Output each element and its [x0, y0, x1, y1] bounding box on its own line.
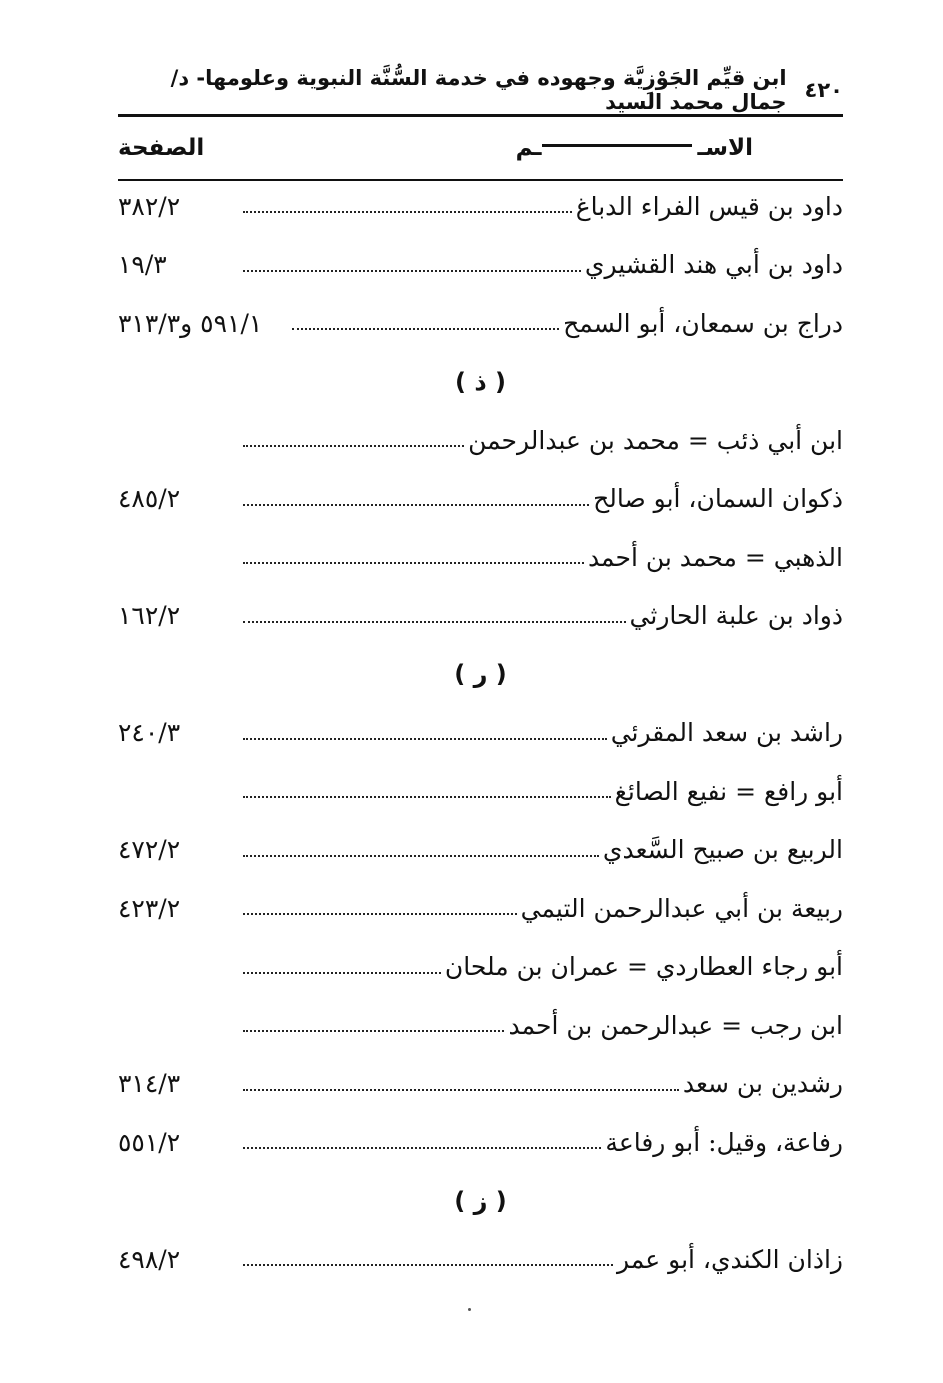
section-letter: ( ر )	[454, 660, 507, 688]
section-letter: ( ز )	[454, 1186, 507, 1215]
leader-dots	[243, 211, 572, 213]
index-entry	[118, 588, 843, 644]
section-letter: ( ذ )	[455, 367, 506, 396]
index-entry	[118, 412, 843, 468]
index-entry	[118, 1231, 843, 1287]
column-header-name	[480, 128, 753, 168]
index-entry	[118, 529, 843, 585]
index-entry	[118, 295, 843, 351]
entry-page: ٥٥١/٢	[118, 1127, 181, 1157]
header-rule	[118, 114, 843, 117]
entry-name: داود بن قيس الفراء الدباغ	[575, 191, 843, 221]
entry-name: رشدين بن سعد	[682, 1069, 843, 1098]
entry-name: داود بن أبي هند القشيري	[584, 250, 843, 279]
page-number: ٤٢٠	[804, 78, 843, 102]
running-title: ابن قيِّم الجَوْزِيَّة وجهوده في خدمة السُّنَّة النبوية وعلومها- د/جمال محمد السيد	[170, 66, 787, 114]
index-entry	[118, 1056, 843, 1112]
index-entry	[118, 1114, 843, 1170]
entry-name: ابن أبي ذئب = محمد بن عبدالرحمن	[468, 425, 843, 455]
leader-dots	[243, 562, 584, 564]
entry-name: راشد بن سعد المقرئي	[610, 718, 843, 747]
entry-page: ٤٩٨/٢	[118, 1244, 181, 1274]
page-mark	[468, 1308, 471, 1311]
leader-dots	[243, 855, 599, 857]
leader-dots	[243, 1030, 504, 1032]
index-entry	[118, 763, 843, 819]
leader-dots	[243, 445, 464, 447]
column-header-page: الصفحة	[118, 135, 205, 161]
index-entry	[118, 178, 843, 234]
entry-name: ذواد بن علبة الحارثي	[629, 601, 843, 630]
entry-name: دراج بن سمعان، أبو السمح	[563, 308, 843, 338]
index-entry	[118, 471, 843, 527]
index-entry	[118, 997, 843, 1053]
entry-page: ٣٨٢/٢	[118, 191, 181, 221]
index-entry	[118, 822, 843, 878]
running-header	[118, 66, 843, 114]
leader-dots	[243, 1147, 601, 1149]
leader-dots	[243, 1264, 613, 1266]
leader-dots	[243, 621, 626, 623]
entry-name: ربيعة بن أبي عبدالرحمن التيمي	[520, 893, 843, 923]
entry-name: ذكوان السمان، أبو صالح	[593, 484, 843, 513]
entry-page: ٣١٤/٣	[118, 1069, 181, 1098]
entry-page: ٢٤٠/٣	[118, 718, 181, 747]
index-entry	[118, 237, 843, 293]
column-header-tatweel	[542, 144, 692, 147]
entry-name: الذهبي = محمد بن أحمد	[587, 542, 843, 572]
leader-dots	[243, 796, 611, 798]
entry-name: ابن رجب = عبدالرحمن بن أحمد	[508, 1010, 843, 1040]
entry-page: ٤٨٥/٢	[118, 484, 181, 513]
index-entry	[118, 939, 843, 995]
entry-page: ١٩/٣	[118, 250, 167, 279]
entry-name: الربيع بن صبيح السَّعدي	[602, 835, 843, 864]
leader-dots	[243, 1089, 679, 1091]
entry-name: أبو رافع = نفيع الصائغ	[614, 776, 843, 806]
leader-dots	[292, 328, 559, 330]
entry-page: ١٦٢/٢	[118, 601, 181, 630]
index-entry	[118, 705, 843, 761]
entry-page: ٥٩١/١ و٣١٣/٣	[118, 308, 263, 338]
leader-dots	[243, 270, 581, 272]
column-header-name-label: الاسـ	[697, 135, 753, 161]
leader-dots	[243, 738, 607, 740]
entry-name: أبو رجاء العطاردي = عمران بن ملحان	[444, 952, 843, 981]
leader-dots	[243, 913, 517, 915]
entry-page: ٤٢٣/٢	[118, 893, 181, 923]
column-header-name-end: ـم	[515, 135, 542, 161]
entry-name: رفاعة، وقيل: أبو رفاعة	[605, 1127, 843, 1157]
leader-dots	[243, 972, 441, 974]
index-entry	[118, 880, 843, 936]
leader-dots	[243, 504, 589, 506]
entry-name: زاذان الكندي، أبو عمر	[617, 1244, 843, 1274]
entry-page: ٤٧٢/٢	[118, 835, 181, 864]
